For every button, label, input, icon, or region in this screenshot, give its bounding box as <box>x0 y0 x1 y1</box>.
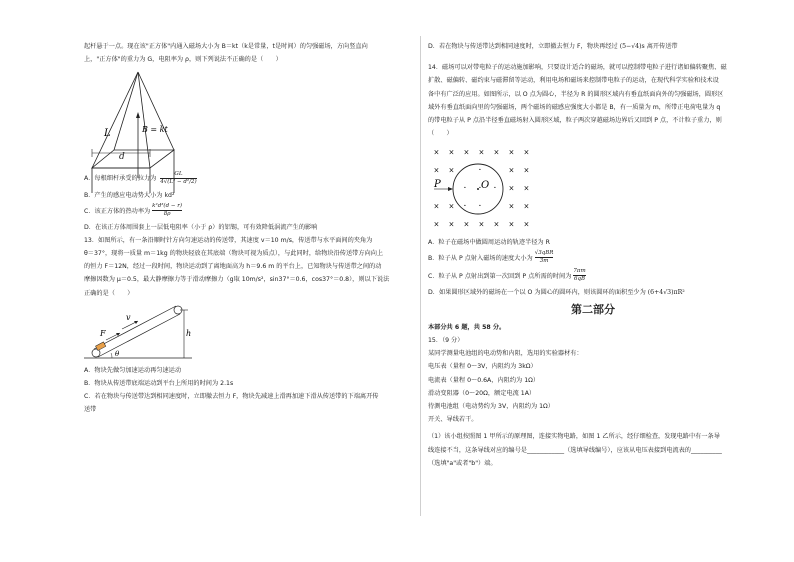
q14-option-b: B．粒子从 P 点射入磁场的速度大小为 √3qBR 3m <box>428 250 554 265</box>
field-in-cross: × <box>463 220 470 229</box>
column-divider <box>420 36 421 516</box>
section-info: 本部分共 6 题，共 58 分。 <box>428 323 506 331</box>
q15-part1-line3: （选填"a"或者"b"）端。 <box>428 459 497 467</box>
field-in-cross: × <box>523 184 530 193</box>
q12-option-d: D．在该正方体周围套上一层低电阻率（小于 ρ）的铝锡，可有效降低涡流产生的影响 <box>84 223 318 231</box>
field-in-cross: × <box>493 220 500 229</box>
q14b-denominator: 3m <box>539 258 549 265</box>
field-out-dot: · <box>478 165 482 176</box>
q13-option-c: C．若在物块与传送带达到相同速度时，立即撤去恒力 F，物块先减速上滑再加速下滑从传送带的下端离开传 <box>84 393 379 401</box>
q14b-numerator: √3qBR <box>534 250 554 257</box>
field-in-cross: × <box>448 166 455 175</box>
fig3-label-P: P <box>434 179 441 191</box>
q12c-denominator: 8ρ <box>163 211 171 218</box>
q13-line4: 摩擦因数为 μ＝0.5，最大静摩擦力等于滑动摩擦力（g取 10m/s²，sin37°＝0.6，cos37°＝0.8），则以下说法 <box>84 276 390 284</box>
q12-option-c: C．该正方体的热功率为 $\frac{\text{k²d³(d − r)}}{8\rho}$ <box>84 203 182 218</box>
q13-line5: 正确的是（ ） <box>84 289 134 297</box>
q14-line4: 域外有垂直纸面向里的匀强磁场，两个磁场的磁感应强度大小都是 B，有一质量为 m，所带正电荷电量为 q <box>428 103 721 111</box>
q14-line5: 的带电粒子从 P 点沿半径垂直磁场射入圆形区域，粒子两次穿越磁场边界后又回到 P 点，不计粒子重力，则 <box>428 117 722 125</box>
field-in-cross: × <box>448 148 455 157</box>
q12c-numerator: k²d³(d − r) <box>152 203 182 210</box>
q15-part1-line2: 线连接不当，这条导线对应的编号是____________（选填导线编号），应该从电压表接到电流表的__________ <box>428 446 722 454</box>
field-in-cross: × <box>433 148 440 157</box>
q12a-numerator: GL <box>160 171 196 179</box>
magnetic-field-figure <box>428 144 538 234</box>
field-in-cross: × <box>478 220 485 229</box>
field-in-cross: × <box>448 202 455 211</box>
field-in-cross: × <box>448 220 455 229</box>
right-column <box>428 40 758 470</box>
q12-intro-line2: 上，"正方体"的重力为 G，电阻率为 ρ，则下列说法不正确的是（ ） <box>84 56 282 64</box>
q14-line6: （ ） <box>428 130 453 138</box>
field-out-dot: · <box>478 183 482 194</box>
fig1-dimension <box>86 147 196 161</box>
q15-line2: 电压表（量程 0～3V，内阻约为 3kΩ） <box>428 363 537 371</box>
conveyor-figure <box>84 302 194 364</box>
field-in-cross: × <box>523 202 530 211</box>
field-in-cross: × <box>523 148 530 157</box>
q15-line1: 某同学测量电池组的电动势和内阻，选用的实验器材有： <box>428 350 583 358</box>
q13-option-d: D．若在物块与传送带达到相同速度时，立即撤去恒力 F，物块再经过 (5−√4)s 离开传送带 <box>428 43 678 50</box>
field-in-cross: × <box>508 148 515 157</box>
q13-line1: 13．如图所示，有一条沿顺时针方向匀速运动的传送带，其速度 v＝10 m/s，传送带与水平面间的夹角为 <box>84 236 373 244</box>
field-in-cross: × <box>508 202 515 211</box>
q15-head: 15．（9 分） <box>428 337 464 345</box>
q15-line4: 滑动变阻器（0～20Ω，额定电流 1A） <box>428 389 536 397</box>
q14-option-a: A．粒子在磁场中做圆周运动的轨迹半径为 R <box>428 239 550 247</box>
q15-line6: 开关、导线若干。 <box>428 416 478 424</box>
fig1-label-L: L <box>104 128 111 140</box>
fig2-label-h: h <box>186 328 192 338</box>
q13-line2: θ＝37°，现将一质量 m＝1kg 的物块轻放在其底端（物块可视为质点），与此同时，给物块沿传送带方向向上 <box>84 250 384 258</box>
q12-intro-line1: 起杆悬于一点。现在该"正方体"内通入磁场大小为 B＝kt（k是常量，t是时间）的匀强磁场，方向竖直向 <box>84 43 368 50</box>
q15-part1-line1: （1）该小组按照图 1 甲所示的原理图，连接实物电路，如图 1 乙所示，经仔细检查，发现电路中有一条导 <box>428 433 720 441</box>
fig2-label-v: v <box>126 312 131 322</box>
field-in-cross: × <box>508 220 515 229</box>
q12-options <box>84 169 414 233</box>
q13d-expression: (5−√4)s <box>619 43 645 50</box>
field-in-cross: × <box>478 148 485 157</box>
q12-option-b: B．产生的感应电动势大小为 kd² <box>84 192 175 200</box>
q14d-formula: (6+4√3)πR² <box>647 288 685 296</box>
q14c-numerator: 7πm <box>573 268 586 275</box>
q14-option-c: C．粒子从 P 点射出到第一次回到 P 点所需的时间为 $\frac{7\pi m}{6qB}$ <box>428 268 586 283</box>
fig1-dim-row <box>84 147 414 161</box>
field-in-cross: × <box>523 220 530 229</box>
q12a-denominator: 4√(L² − d²/2) <box>160 178 197 185</box>
field-out-dot: · <box>463 201 467 212</box>
field-in-cross: × <box>523 166 530 175</box>
field-in-cross: × <box>433 166 440 175</box>
q13-option-b: B．物块从传送带底端运动到平台上所用的时间为 2.1s <box>84 380 234 388</box>
q14-line2: 扩散、磁偏转、磁约束与磁滞留等运动，利用电场和磁场来控制带电粒子的运动，在现代科学实验和技术设 <box>428 77 719 85</box>
q14-option-d: D．如果圆形区域外的磁场在一个以 O 为圆心的圆环内，则该圆环的面积至少为 (6+4√3)πR² <box>428 288 685 296</box>
q13-option-a: A．物块先做匀加速运动再匀速运动 <box>84 366 182 374</box>
fig3-label-O: O <box>481 180 490 192</box>
q15-line3: 电流表（量程 0～0.6A，内阻约为 1Ω） <box>428 376 540 384</box>
field-in-cross: × <box>508 166 515 175</box>
section-title: 第二部分 <box>571 302 615 316</box>
field-in-cross: × <box>433 220 440 229</box>
q13-line3: 的恒力 F＝12N，经过一段时间，物块运动到了离地面高为 h＝9.6 m 的平台上，已知物块与传送带之间的动 <box>84 263 382 271</box>
field-out-dot: · <box>493 183 497 194</box>
fig2-label-F: F <box>100 328 106 338</box>
field-out-dot: · <box>478 201 482 212</box>
q15-line5: 待测电池组（电动势约为 3V，内阻约为 1Ω） <box>428 403 554 411</box>
fig1-label-d: d <box>119 152 125 163</box>
q14-line1: 14．磁场可以对带电粒子的运动施加影响，只要设计适合的磁场，就可以控制带电粒子进行诸如偏转聚焦、磁 <box>428 64 727 72</box>
fig2-label-theta: θ <box>115 349 120 358</box>
field-in-cross: × <box>493 148 500 157</box>
q13-option-c-cont: 送带 <box>84 406 97 414</box>
q14-line3: 备中有广泛的应用。如图所示，以 O 点为圆心，半径为 R 的圆形区域内有垂直纸面向外的匀强磁场，圆形区 <box>428 90 724 98</box>
field-out-dot: · <box>463 183 467 194</box>
field-in-cross: × <box>433 202 440 211</box>
fig1-label-B: B = kt <box>142 125 168 135</box>
q12-option-a: A．每根细杆承受的拉力为 $\frac{GL}{\text{4√(L² − d²/2)}}$ <box>84 170 197 185</box>
left-column <box>84 40 414 417</box>
field-in-cross: × <box>463 148 470 157</box>
field-in-cross: × <box>508 184 515 193</box>
q14c-denominator: 6qB <box>574 276 586 283</box>
